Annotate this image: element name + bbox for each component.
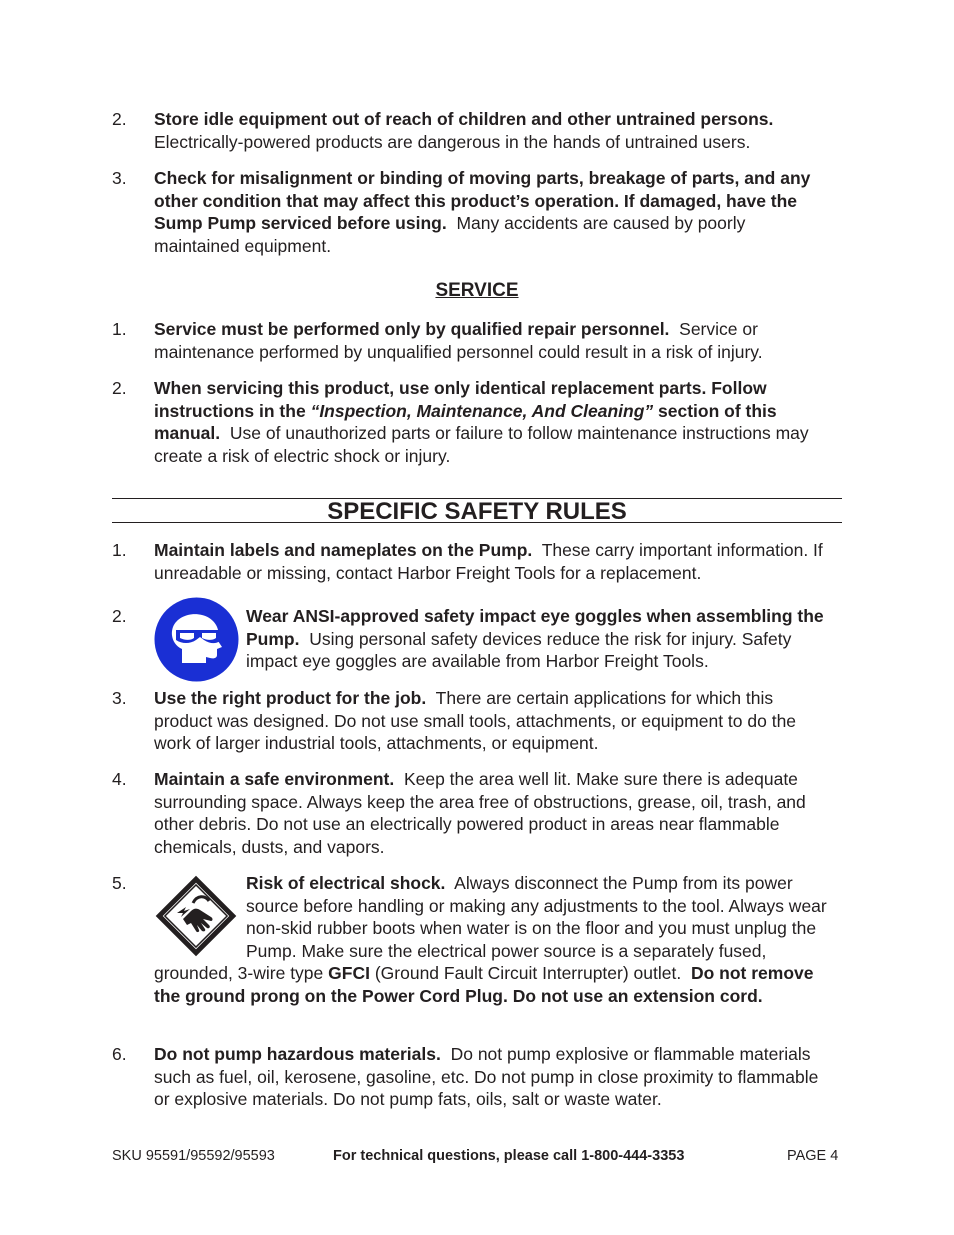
item-number: 3. bbox=[112, 168, 127, 188]
item-number: 1. bbox=[112, 319, 127, 339]
item-heading: Maintain labels and nameplates on the Pump. bbox=[154, 540, 533, 560]
item-heading-italic: “Inspection, Maintenance, And Cleaning” bbox=[310, 400, 654, 421]
item-text: Service or maintenance performed by unqualified personnel could result in a risk of injury. bbox=[154, 319, 763, 362]
item-text: Use of unauthorized parts or failure to follow maintenance instructions may create a risk of electric shock or injury. bbox=[154, 423, 809, 466]
item-number: 4. bbox=[112, 769, 127, 789]
item-number: 5. bbox=[112, 873, 127, 893]
title-bottom-rule bbox=[112, 522, 842, 523]
item-heading: section of this manual. bbox=[154, 400, 777, 444]
item-text: Always disconnect the Pump from its power source before handling or making any adjustments to the tool. Always wear non-skid rubber boots when water is on the floor and you must unplug the Pump. Make sure the electrical power source is a separately fused, grounded, 3-wire type bbox=[154, 873, 827, 984]
item-heading: Use the right product for the job. bbox=[154, 688, 427, 708]
electrical-shock-icon bbox=[153, 873, 239, 959]
item-text: (Ground Fault Circuit Interrupter) outlet. bbox=[374, 963, 682, 984]
item-heading: Risk of electrical shock. bbox=[246, 873, 446, 893]
footer-page-number: PAGE 4 bbox=[787, 1148, 839, 1164]
item-number: 2. bbox=[112, 606, 127, 626]
item-number: 2. bbox=[112, 109, 127, 129]
item-text: Do not pump explosive or flammable materials such as fuel, oil, kerosene, gasoline, etc. Do not pump in close proximity to flammable or explosive materials. Do not pump fats, oils, salt or waste water. bbox=[154, 1044, 819, 1110]
item-number: 2. bbox=[112, 378, 127, 398]
section-title-safety: SPECIFIC SAFETY RULES bbox=[327, 498, 627, 525]
item-heading: Service must be performed only by qualified repair personnel. bbox=[154, 319, 670, 339]
item-text: Electrically-powered products are dangerous in the hands of untrained users. bbox=[154, 131, 751, 152]
item-heading: Wear ANSI-approved safety impact eye goggles when assembling the Pump. bbox=[246, 606, 824, 649]
footer-phone: For technical questions, please call 1-800-444-3353 bbox=[333, 1148, 685, 1164]
item-text: There are certain applications for which this product was designed. Do not use small tools, attachments, or equipment to do the work of larger industrial tools, attachments, or equipment. bbox=[154, 688, 797, 754]
footer-sku: SKU 95591/95592/95593 bbox=[112, 1148, 275, 1164]
section-title-service: SERVICE bbox=[435, 280, 519, 301]
item-number: 1. bbox=[112, 540, 127, 560]
item-heading: Do not pump hazardous materials. bbox=[154, 1044, 441, 1064]
item-heading: Maintain a safe environment. bbox=[154, 769, 395, 789]
item-heading: Do not remove the ground prong on the Power Cord Plug. Do not use an extension cord. bbox=[154, 963, 814, 1006]
item-number: 3. bbox=[112, 688, 127, 708]
item-heading: Store idle equipment out of reach of children and other untrained persons. bbox=[154, 109, 774, 129]
item-text: Using personal safety devices reduce the risk for injury. Safety impact eye goggles are available from Harbor Freight Tools. bbox=[246, 628, 792, 672]
item-text: Keep the area well lit. Make sure there is adequate surrounding space. Always keep the area free of obstructions, grease, oil, trash, and other debris. Do not use an electrically powered product in areas near flammable chemicals, dusts, and vapors. bbox=[154, 769, 806, 857]
eye-goggles-icon bbox=[154, 597, 239, 682]
item-text: Many accidents are caused by poorly maintained equipment. bbox=[154, 213, 746, 256]
item-heading: Check for misalignment or binding of moving parts, breakage of parts, and any other condition that may affect this product’s operation. If damaged, have the Sump Pump serviced before using. bbox=[154, 168, 811, 234]
item-text: These carry important information. If unreadable or missing, contact Harbor Freight Tools for a replacement. bbox=[154, 540, 823, 583]
item-heading: When servicing this product, use only identical replacement parts. Follow instructions in the bbox=[154, 378, 767, 421]
item-heading-gfci: GFCI bbox=[328, 963, 370, 984]
item-number: 6. bbox=[112, 1044, 127, 1064]
